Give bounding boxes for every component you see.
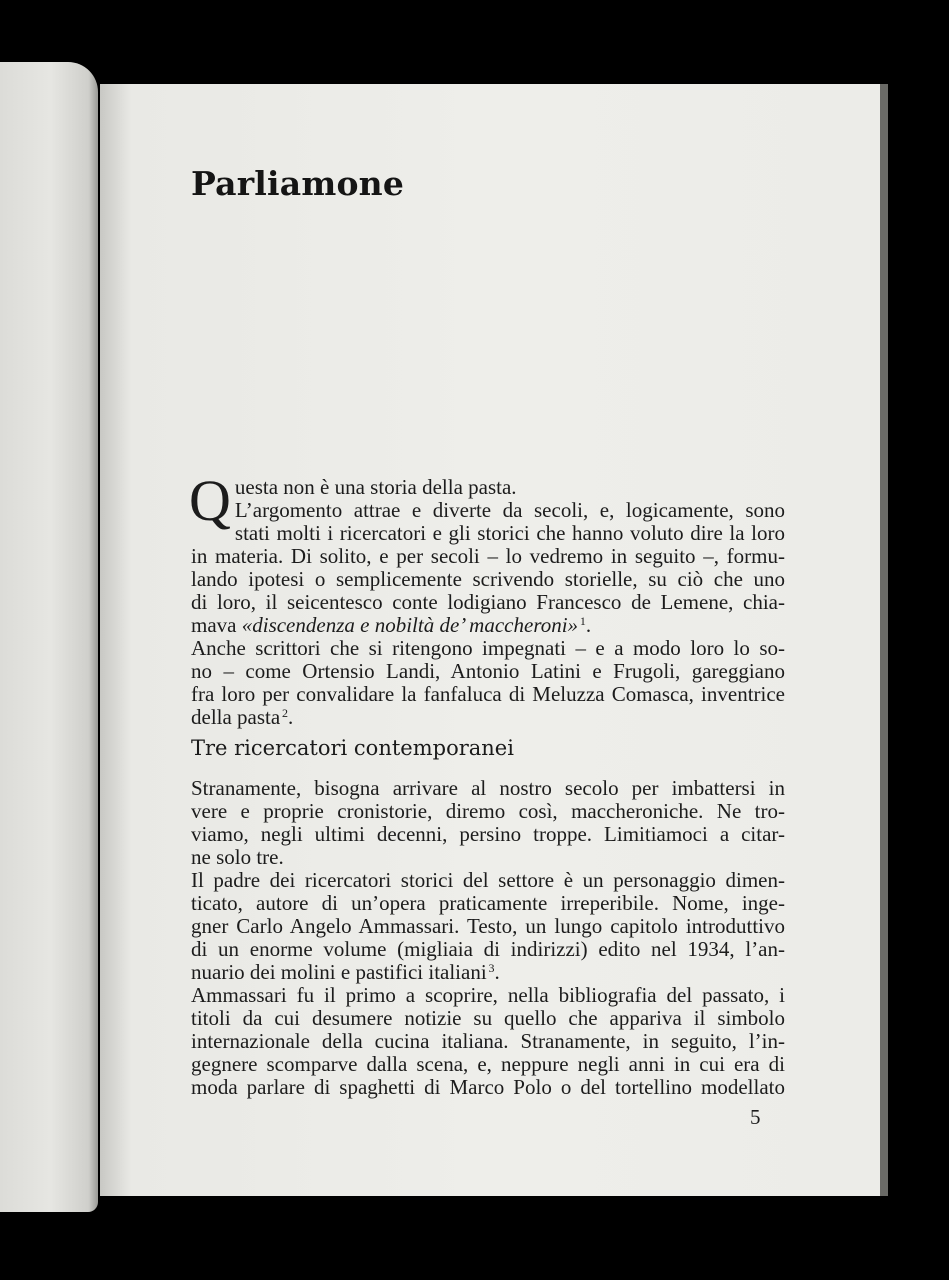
text-line: Stranamente, bisogna arrivare al nostro secolo per imbattersi in [191,776,785,800]
chapter-title: Parliamone [191,164,405,203]
text-line: ne solo tre. [191,845,284,869]
italic-quote: «discendenza e nobiltà de’ maccheroni» [241,613,579,637]
text-line: Ammassari fu il primo a scoprire, nella bibliografia del passato, i [191,983,785,1007]
text-line: ticato, autore di un’opera praticamente irreperibile. Nome, inge- [191,891,785,915]
text-line: gner Carlo Angelo Ammassari. Testo, un lungo capitolo introduttivo [191,914,785,938]
text-segment: della pasta [191,705,281,729]
footnote-ref: 3 [488,961,495,975]
text-line: no – come Ortensio Landi, Antonio Latini e Frugoli, gareggiano [191,659,785,683]
page-number: 5 [750,1105,761,1129]
text-line: lando ipotesi o semplicemente scrivendo storielle, su ciò che uno [191,567,785,591]
text-line: della pasta $^2$. [191,705,294,729]
text-line: gegnere scomparve dalla scena, e, neppure negli anni in cui era di [191,1052,785,1076]
footnote-ref: 1 [579,614,586,628]
text-segment: nuario dei molini e pastifici italiani [191,960,487,984]
text-line: Il padre dei ricercatori storici del settore è un personaggio dimen- [191,868,785,892]
text-line: mava «discendenza e nobiltà de’ maccheroni» $^1$. [191,613,592,637]
body-paragraphs [191,777,785,1099]
text-line: nuario dei molini e pastifici italiani $^3$. [191,960,500,984]
text-line: Anche scrittori che si ritengono impegnati – e a modo loro lo so- [191,636,785,660]
text-line: di loro, il seicentesco conte lodigiano Francesco de Lemene, chia- [191,590,785,614]
text-line: vere e proprie cronistorie, diremo così, maccheroniche. Ne tro- [191,799,785,823]
text-line: L’argomento attrae e diverte da secoli, e, logicamente, sono [234,498,785,522]
text-line: di un enorme volume (migliaia di indirizzi) edito nel 1934, l’an- [191,937,785,961]
drop-cap: Q [189,468,231,533]
text-line: titoli da cui desumere notizie su quello che appariva il simbolo [191,1006,785,1030]
text-line: in materia. Di solito, e per secoli – lo vedremo in seguito –, formu- [191,544,785,568]
text-line: moda parlare di spaghetti di Marco Polo o del tortellino modellato [191,1075,785,1099]
text-line: viamo, negli ultimi decenni, persino troppe. Limitiamoci a citar- [191,822,785,846]
footnote-ref: 2 [281,706,288,720]
text-line: internazionale della cucina italiana. Stranamente, in seguito, l’in- [191,1029,785,1053]
text-line: stati molti i ricercatori e gli storici che hanno voluto dire la loro [234,521,785,545]
intro-paragraphs [189,468,785,729]
text-line: fra loro per convalidare la fanfaluca di Meluzza Comasca, inventrice [191,682,785,706]
left-page [0,62,98,1212]
page-edge [880,84,888,1196]
text-segment: mava [191,613,242,637]
section-heading: Tre ricercatori contemporanei [191,736,514,760]
text-line: uesta non è una storia della pasta. [234,475,517,499]
